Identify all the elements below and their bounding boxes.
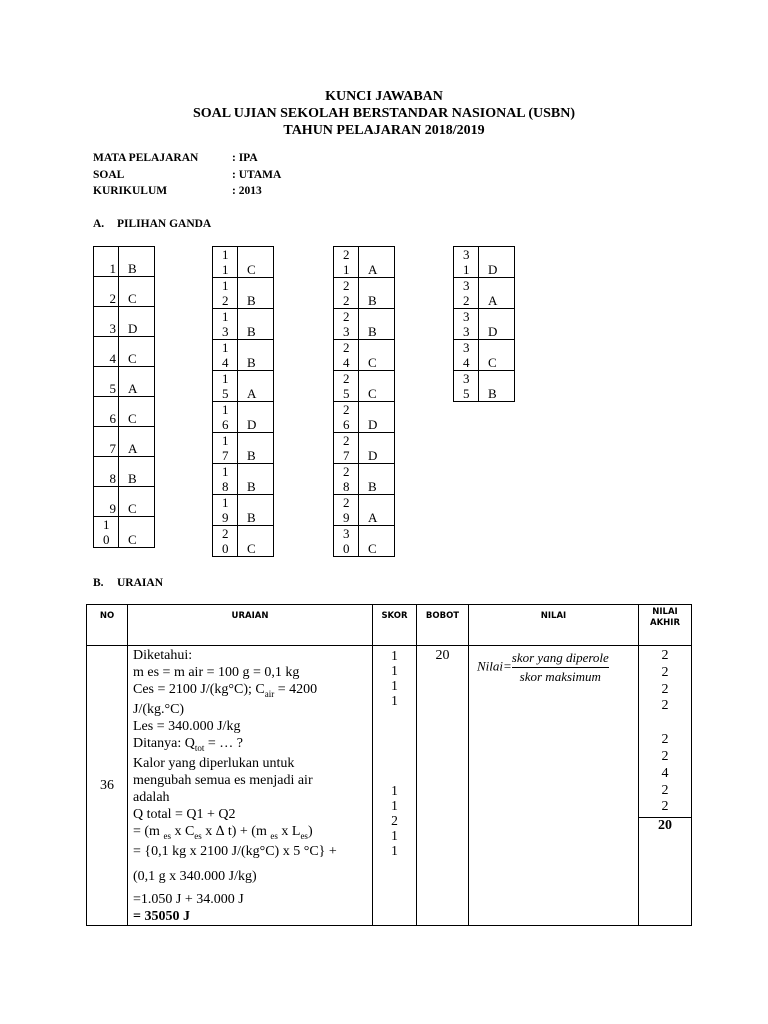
skor-value: 1 bbox=[391, 678, 398, 693]
answer-row bbox=[213, 526, 274, 557]
question-number: 1 4 bbox=[213, 340, 238, 371]
question-number: 4 bbox=[94, 337, 119, 367]
question-number: 2 5 bbox=[334, 371, 359, 402]
question-number: 3 5 bbox=[454, 371, 479, 402]
answer-working bbox=[128, 646, 373, 926]
answer-table-4 bbox=[453, 246, 515, 402]
question-number: 2 7 bbox=[334, 433, 359, 464]
answer-letter: B bbox=[359, 278, 395, 309]
skor-top-list bbox=[373, 648, 416, 708]
section-title: PILIHAN GANDA bbox=[117, 218, 212, 230]
doc-year: TAHUN PELAJARAN 2018/2019 bbox=[283, 123, 485, 138]
question-number: 1 3 bbox=[213, 309, 238, 340]
answer-letter: C bbox=[119, 337, 155, 367]
header-no: NO bbox=[87, 605, 128, 646]
answer-row bbox=[94, 457, 155, 487]
answer-row bbox=[213, 402, 274, 433]
answer-row bbox=[213, 340, 274, 371]
nilai-akhir-value: 2 bbox=[661, 664, 669, 680]
answer-letter: D bbox=[359, 433, 395, 464]
working-line: m es = m air = 100 g = 0,1 kg bbox=[133, 664, 300, 680]
answer-row bbox=[334, 278, 395, 309]
header-nilai-akhir-line1: NILAI bbox=[652, 607, 678, 617]
answer-row bbox=[94, 367, 155, 397]
nilai-akhir-value: 2 bbox=[661, 698, 669, 714]
answer-row bbox=[94, 247, 155, 277]
question-number: 36 bbox=[87, 646, 128, 926]
header-nilai: NILAI bbox=[469, 605, 639, 646]
answer-letter: B bbox=[238, 309, 274, 340]
answer-row bbox=[334, 309, 395, 340]
nilai-akhir-value: 2 bbox=[661, 748, 669, 764]
answer-letter: B bbox=[359, 464, 395, 495]
answer-letter: C bbox=[359, 371, 395, 402]
answer-row bbox=[454, 371, 515, 402]
question-number: 3 3 bbox=[454, 309, 479, 340]
working-line: = {0,1 kg x 2100 J/(kg°C) x 5 °C} + bbox=[133, 844, 337, 860]
skor-value: 2 bbox=[391, 813, 398, 828]
answer-table-3 bbox=[333, 246, 395, 557]
nilai-akhir-value: 2 bbox=[661, 648, 669, 663]
essay-answer-table bbox=[86, 604, 692, 926]
answer-letter: C bbox=[119, 487, 155, 517]
question-number: 2 2 bbox=[334, 278, 359, 309]
meta-key: SOAL bbox=[93, 169, 125, 181]
question-number: 2 8 bbox=[334, 464, 359, 495]
answer-letter: C bbox=[119, 517, 155, 548]
skor-value: 1 bbox=[391, 693, 398, 708]
skor-value: 1 bbox=[391, 663, 398, 678]
answer-letter: B bbox=[359, 309, 395, 340]
bobot-value: 20 bbox=[417, 646, 469, 926]
header-uraian: URAIAN bbox=[128, 605, 373, 646]
working-line: Ces = 2100 J/(kg°C); $C_{air} = 4200$ bbox=[133, 681, 318, 699]
answer-letter: D bbox=[479, 247, 515, 278]
nilai-akhir-value: 4 bbox=[661, 765, 669, 781]
answer-letter: A bbox=[119, 427, 155, 457]
answer-letter: B bbox=[119, 457, 155, 487]
meta-value: : UTAMA bbox=[232, 169, 282, 181]
nilai-akhir-value: 2 bbox=[661, 732, 669, 748]
question-number: 2 6 bbox=[334, 402, 359, 433]
formula-numerator: skor yang diperole bbox=[512, 650, 609, 668]
answer-row bbox=[213, 247, 274, 278]
answer-row bbox=[94, 517, 155, 548]
answer-row bbox=[94, 397, 155, 427]
question-number: 1 8 bbox=[213, 464, 238, 495]
question-number: 2 4 bbox=[334, 340, 359, 371]
answer-letter: C bbox=[359, 340, 395, 371]
question-number: 3 1 bbox=[454, 247, 479, 278]
skor-column bbox=[373, 646, 417, 926]
answer-row bbox=[334, 526, 395, 557]
answer-row bbox=[454, 247, 515, 278]
question-number: 2 3 bbox=[334, 309, 359, 340]
answer-letter: C bbox=[359, 526, 395, 557]
answer-row bbox=[334, 247, 395, 278]
working-line: Kalor yang diperlukan untuk bbox=[133, 756, 295, 772]
question-number: 3 4 bbox=[454, 340, 479, 371]
nilai-akhir-top-list bbox=[639, 648, 691, 715]
question-number: 1 9 bbox=[213, 495, 238, 526]
answer-row bbox=[213, 433, 274, 464]
question-number: 1 6 bbox=[213, 402, 238, 433]
question-number: 1 1 bbox=[213, 247, 238, 278]
answer-letter: A bbox=[119, 367, 155, 397]
skor-value: 1 bbox=[391, 648, 398, 663]
working-line: mengubah semua es menjadi air bbox=[133, 773, 313, 789]
nilai-akhir-column bbox=[639, 646, 692, 926]
answer-letter: B bbox=[238, 278, 274, 309]
question-number: 8 bbox=[94, 457, 119, 487]
working-line: Q total = Q1 + Q2 bbox=[133, 806, 236, 822]
section-number: B. bbox=[93, 577, 104, 589]
working-line: J/(kg.°C) bbox=[133, 702, 185, 718]
answer-letter: C bbox=[238, 526, 274, 557]
question-number: 6 bbox=[94, 397, 119, 427]
header-bobot: BOBOT bbox=[417, 605, 469, 646]
question-number: 5 bbox=[94, 367, 119, 397]
working-line: =1.050 J + 34.000 J bbox=[133, 891, 244, 907]
nilai-formula: Nilai= $\frac{\text{skor yang diperole}}{\text{skor maksimum}}$ bbox=[477, 650, 609, 684]
nilai-akhir-bottom-list bbox=[639, 732, 691, 816]
question-number: 3 0 bbox=[334, 526, 359, 557]
answer-row bbox=[213, 495, 274, 526]
working-line: Les = 340.000 J/kg bbox=[133, 718, 241, 734]
section-a-heading bbox=[93, 218, 211, 230]
working-line: (0,1 g x 340.000 J/kg) bbox=[133, 868, 257, 884]
answer-table-1 bbox=[93, 246, 155, 548]
answer-row bbox=[213, 371, 274, 402]
answer-letter: B bbox=[238, 464, 274, 495]
meta-value: : 2013 bbox=[232, 185, 262, 197]
answer-letter: A bbox=[238, 371, 274, 402]
answer-letter: D bbox=[238, 402, 274, 433]
answer-row bbox=[94, 307, 155, 337]
question-number: 3 bbox=[94, 307, 119, 337]
question-number: 1 0 bbox=[94, 517, 119, 548]
answer-row bbox=[94, 427, 155, 457]
answer-letter: C bbox=[119, 397, 155, 427]
answer-row bbox=[334, 340, 395, 371]
answer-letter: A bbox=[359, 495, 395, 526]
header-nilai-akhir-line2: AKHIR bbox=[650, 618, 680, 628]
question-number: 2 bbox=[94, 277, 119, 307]
nilai-akhir-value: 2 bbox=[661, 799, 669, 815]
answer-letter: B bbox=[238, 340, 274, 371]
answer-row bbox=[213, 278, 274, 309]
meta-key: MATA PELAJARAN bbox=[93, 152, 199, 164]
answer-letter: D bbox=[479, 309, 515, 340]
question-number: 1 2 bbox=[213, 278, 238, 309]
header-nilai-akhir bbox=[639, 605, 692, 646]
skor-value: 1 bbox=[391, 798, 398, 813]
nilai-akhir-value: 2 bbox=[661, 681, 669, 697]
doc-title: KUNCI JAWABAN bbox=[325, 89, 443, 104]
nilai-formula-cell bbox=[469, 646, 639, 926]
answer-letter: A bbox=[479, 278, 515, 309]
question-number: 1 bbox=[94, 247, 119, 277]
answer-row bbox=[334, 433, 395, 464]
answer-letter: D bbox=[119, 307, 155, 337]
nilai-akhir-value: 2 bbox=[661, 782, 669, 798]
doc-subtitle: SOAL UJIAN SEKOLAH BERSTANDAR NASIONAL (USBN) bbox=[192, 106, 576, 121]
answer-row bbox=[213, 309, 274, 340]
answer-row bbox=[334, 402, 395, 433]
section-title: URAIAN bbox=[117, 577, 163, 589]
answer-row bbox=[213, 464, 274, 495]
final-answer: = 35050 J bbox=[133, 908, 190, 924]
answer-table-2 bbox=[212, 246, 274, 557]
skor-bottom-list bbox=[373, 783, 416, 858]
question-number: 2 9 bbox=[334, 495, 359, 526]
question-number: 7 bbox=[94, 427, 119, 457]
answer-row bbox=[94, 487, 155, 517]
section-b-heading bbox=[93, 577, 163, 589]
essay-row-36 bbox=[87, 646, 692, 926]
answer-row bbox=[454, 340, 515, 371]
formula-denominator: skor maksimum bbox=[519, 669, 601, 684]
answer-letter: C bbox=[119, 277, 155, 307]
header-skor: SKOR bbox=[373, 605, 417, 646]
answer-letter: C bbox=[238, 247, 274, 278]
answer-row bbox=[94, 337, 155, 367]
answer-letter: B bbox=[238, 433, 274, 464]
answer-row bbox=[94, 277, 155, 307]
skor-value: 1 bbox=[391, 843, 398, 858]
answer-row bbox=[334, 464, 395, 495]
answer-row bbox=[454, 309, 515, 340]
working-line: = (m $_{es}$ x $C_{es}$ x ∆ t) + (m $_{es}$ x $L_{es}$) bbox=[133, 823, 313, 841]
question-number: 9 bbox=[94, 487, 119, 517]
working-line: Diketahui: bbox=[133, 648, 193, 663]
answer-row bbox=[334, 371, 395, 402]
answer-letter: B bbox=[119, 247, 155, 277]
answer-row bbox=[454, 278, 515, 309]
meta-value: : IPA bbox=[232, 152, 258, 164]
question-number: 1 7 bbox=[213, 433, 238, 464]
answer-letter: B bbox=[479, 371, 515, 402]
skor-value: 1 bbox=[391, 828, 398, 843]
question-number: 2 0 bbox=[213, 526, 238, 557]
question-number: 3 2 bbox=[454, 278, 479, 309]
essay-header-row bbox=[87, 605, 692, 646]
answer-letter: A bbox=[359, 247, 395, 278]
answer-letter: C bbox=[479, 340, 515, 371]
answer-row bbox=[334, 495, 395, 526]
meta-key: KURIKULUM bbox=[93, 185, 168, 197]
answer-letter: D bbox=[359, 402, 395, 433]
question-number: 2 1 bbox=[334, 247, 359, 278]
working-line: Ditanya: $Q_{tot}$ = … ? bbox=[133, 735, 243, 753]
answer-letter: B bbox=[238, 495, 274, 526]
section-number: A. bbox=[93, 218, 105, 230]
nilai-akhir-total: 20 bbox=[639, 817, 691, 835]
question-number: 1 5 bbox=[213, 371, 238, 402]
skor-value: 1 bbox=[391, 783, 398, 798]
working-line: adalah bbox=[133, 789, 170, 805]
